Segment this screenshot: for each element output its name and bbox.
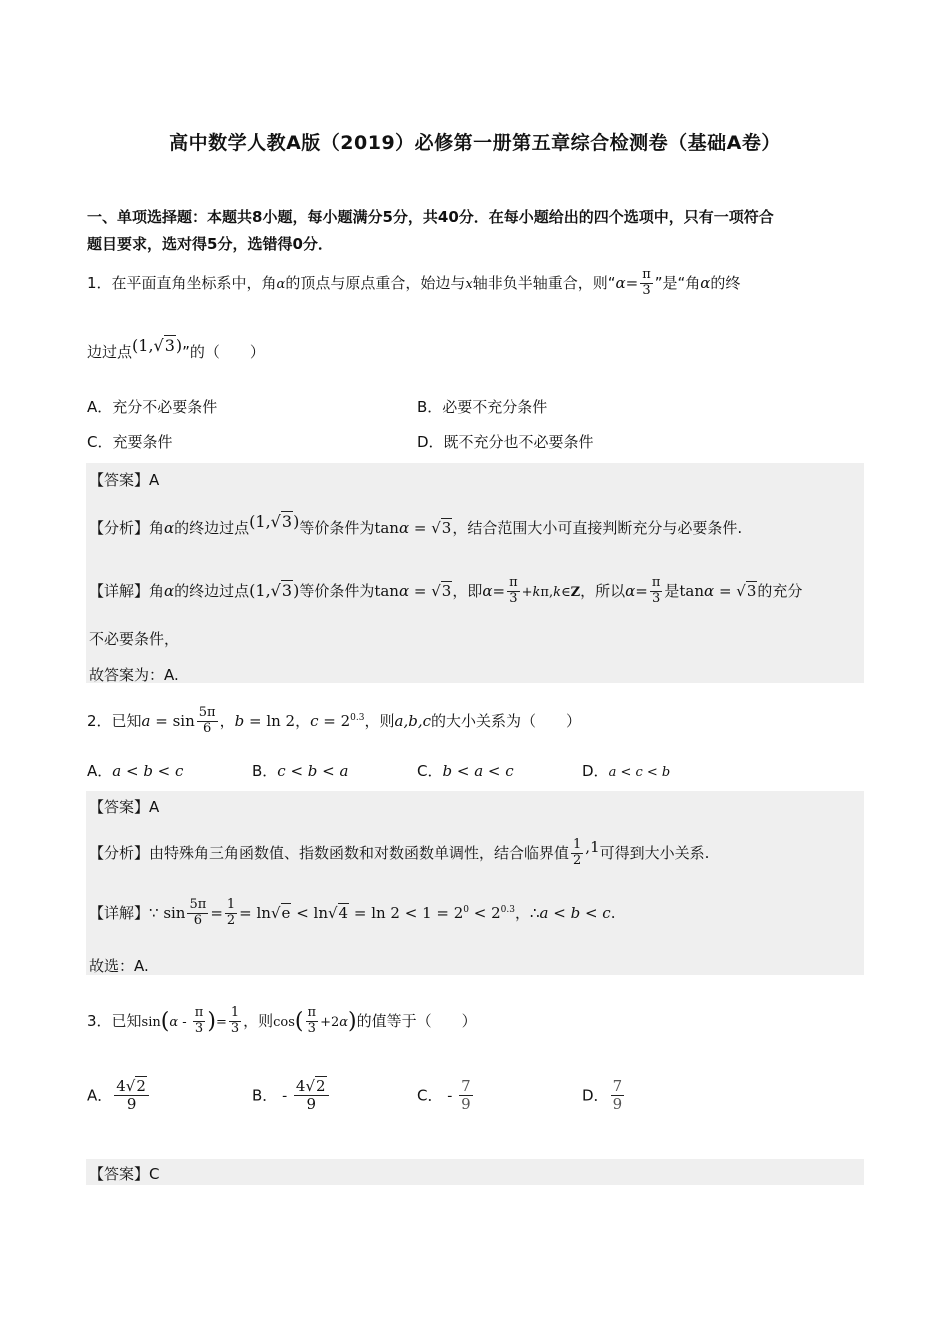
q2-stem: 2．已知a = sin $\frac{5\pi}{6}$ ，b = ln 2，$c = 2^{0.3}$，则a,b,c的大小关系为（ ） [87, 705, 582, 736]
q2-analysis: 【分析】由特殊角三角函数值、指数函数和对数函数单调性，结合临界值 $\frac{1}{2}$ ,1可得到大小关系. [89, 837, 710, 868]
section-heading-line2: 题目要求，选对得5分，选错得0分． [87, 235, 333, 253]
q1-option-b: B．必要不充分条件 [417, 398, 548, 416]
q2-detail: 【详解】∵ sin $\frac{5\pi}{6}$ = $\frac{1}{2}$ = $\ln√e < \ln√4 = \ln 2 < 1 = 2^0 < 2^{0.3}$，∴a < b < c. [89, 897, 616, 928]
q2-option-d: D．a < c < b [582, 762, 671, 780]
q1-detail: 【详解】角α的终边过点(1,√3)等价条件为tanα = √3，即α= $\frac{\pi}{3}$ +kπ,k∈Z，所以α= $\frac{\pi}{3}$ 是tanα = √3的充分 [89, 575, 803, 606]
q2-option-b: B．c < b < a [252, 762, 349, 780]
q1-answer: 【答案】A [89, 471, 160, 489]
q1-option-c: C．充要条件 [87, 433, 173, 451]
q1-option-a: A．充分不必要条件 [87, 398, 218, 416]
q3-option-a: A． $\frac{4√2}{9}$ [87, 1078, 151, 1114]
q3-solution-box [86, 1159, 864, 1185]
q1-stem-line1: 1．在平面直角坐标系中，角α的顶点与原点重合，始边与x轴非负半轴重合，则“α= $\frac{\pi}{3}$ ”是“角α的终 [87, 267, 741, 298]
q1-analysis: 【分析】角α的终边过点(1,√3)等价条件为tanα = √3，结合范围大小可直接判断充分与必要条件. [89, 512, 743, 537]
q3-option-c: C． - $\frac{7}{9}$ [417, 1077, 471, 1114]
section-heading-line1: 一、单项选择题：本题共8小题，每小题满分5分，共40分．在每小题给出的四个选项中，只有一项符合 [87, 208, 774, 226]
q3-stem: 3．已知sin(α - $\frac{\pi}{3}$ )= $\frac{1}{3}$ ，则cos( $\frac{\pi}{3}$ +2α)的值等于（ ） [87, 1005, 477, 1036]
q3-answer: 【答案】C [89, 1165, 160, 1183]
q2-answer: 【答案】A [89, 798, 160, 816]
q3-option-d: D． $\frac{7}{9}$ [582, 1077, 623, 1114]
document-title: 高中数学人教A版（2019）必修第一册第五章综合检测卷（基础A卷） [169, 132, 781, 154]
q2-final: 故选：A. [89, 957, 149, 975]
q1-final: 故答案为：A. [89, 666, 179, 684]
q2-option-a: A．a < b < c [87, 762, 184, 780]
q2-option-c: C．b < a < c [417, 762, 514, 780]
q3-option-b: B． - $\frac{4√2}{9}$ [252, 1078, 331, 1114]
q2-solution-box [86, 791, 864, 975]
q1-option-d: D．既不充分也不必要条件 [417, 433, 594, 451]
q1-detail-line2: 不必要条件， [89, 630, 180, 648]
q1-solution-box [86, 463, 864, 683]
q1-stem-line2: 边过点(1,√3)”的（ ） [87, 336, 265, 361]
